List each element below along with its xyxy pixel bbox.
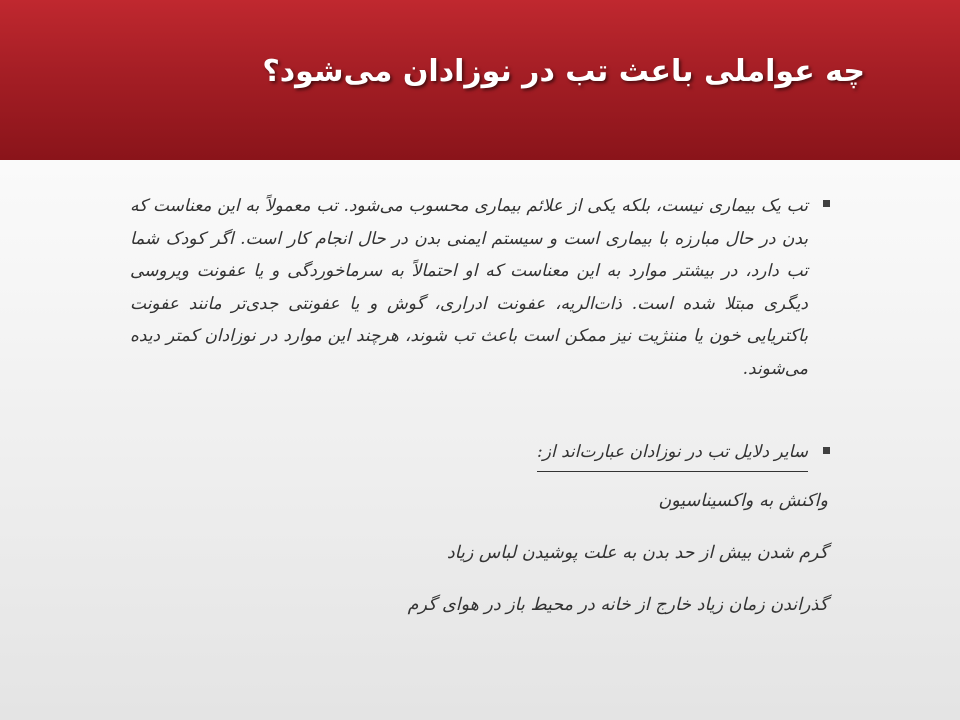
bullet-square-icon	[823, 447, 830, 454]
slide-title: چه عواملی باعث تب در نوزادان می‌شود؟	[262, 54, 865, 89]
bullet-square-icon	[823, 200, 830, 207]
cause-item-vaccination: واکنش به واکسیناسیون	[658, 491, 828, 511]
intro-paragraph: تب یک بیماری نیست، بلکه یکی از علائم بیماری محسوب می‌شود. تب معمولاً به این معناست که بدن در حال مبارزه با بیماری است و سیستم ایمنی بدن در حال انجام کار است. اگر کودک شما تب دارد، در بیشتر موارد به این معناست که او احتمالاً به سرماخوردگی و یا عفونت ویروسی دیگری مبتلا شده است. ذات‌الریه، عفونت ادراری، گوش و یا عفونتی جدی‌تر مانند عفونت باکتریایی خون یا مننژیت نیز ممکن است باعث تب شوند، هرچند این موارد در نوزادان کمتر دیده می‌شوند.	[130, 196, 808, 379]
bullet-item-other-causes	[130, 437, 830, 472]
other-causes-heading: سایر دلایل تب در نوزادان عبارت‌اند از:	[537, 437, 808, 472]
cause-item-hot-weather: گذراندن زمان زیاد خارج از خانه در محیط باز در هوای گرم	[407, 595, 828, 615]
slide-body	[130, 190, 830, 620]
cause-item-overdressing: گرم شدن بیش از حد بدن به علت پوشیدن لباس زیاد	[446, 543, 828, 563]
bullet-item-intro	[130, 190, 830, 385]
